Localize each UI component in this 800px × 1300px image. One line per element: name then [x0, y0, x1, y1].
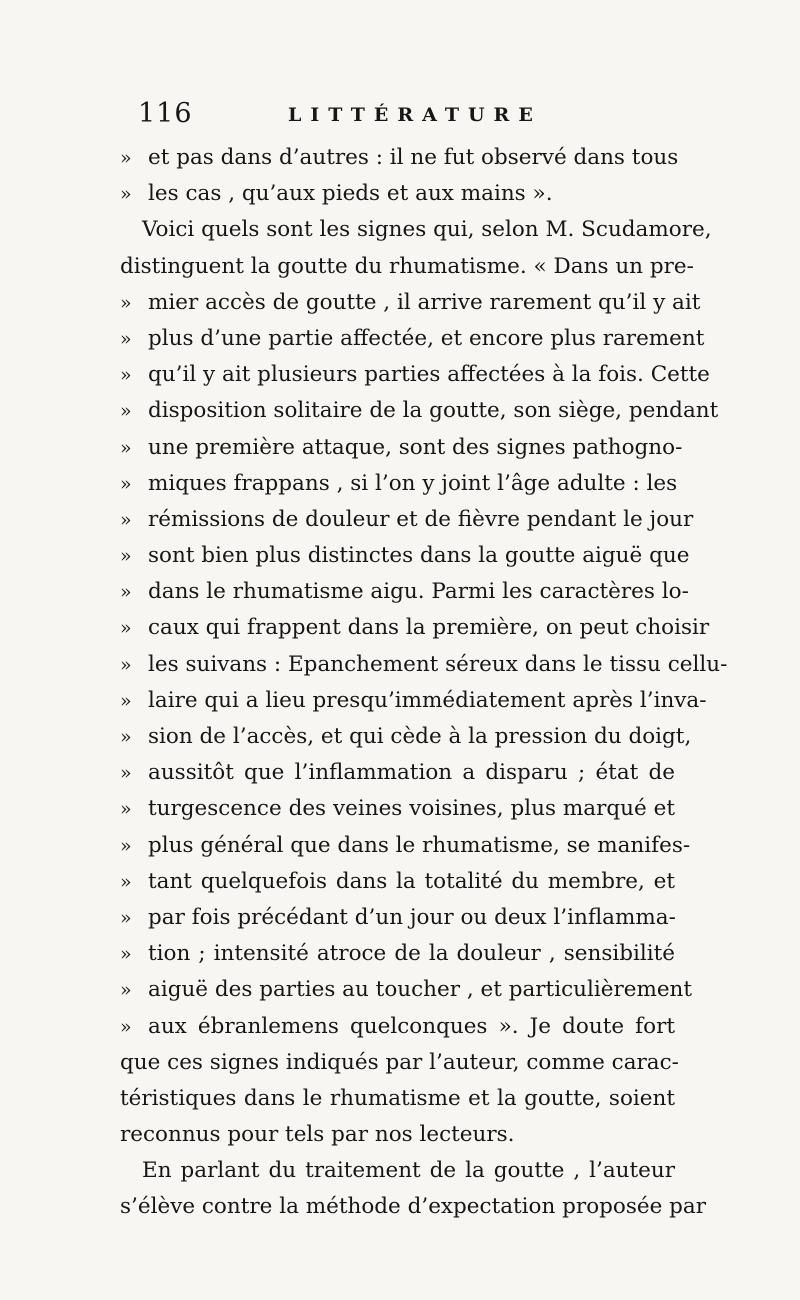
- text-line: [120, 1153, 675, 1189]
- text-line: [120, 285, 701, 321]
- quote-mark: »: [120, 870, 132, 893]
- quote-mark: »: [120, 472, 132, 495]
- text-line: [120, 502, 694, 538]
- page-number: 116: [138, 98, 193, 129]
- line-text: dans le rhumatisme aigu. Parmi les caractères lo-: [148, 579, 689, 605]
- text-line: [120, 972, 693, 1008]
- quote-mark: »: [120, 581, 132, 604]
- text-line: [120, 249, 694, 285]
- text-line: [120, 1189, 707, 1225]
- text-line: [120, 321, 705, 357]
- line-text: turgescence des veines voisines, plus marqué et: [148, 796, 675, 822]
- line-text: s’élève contre la méthode d’expectation proposée par: [120, 1194, 707, 1220]
- quote-mark: »: [120, 762, 132, 785]
- line-text: une première attaque, sont des signes pathogno-: [148, 434, 683, 460]
- quote-mark: »: [120, 943, 132, 966]
- quote-mark: »: [120, 147, 132, 169]
- text-line: [120, 647, 728, 683]
- text-line: [120, 1117, 675, 1153]
- text-line: [120, 683, 707, 719]
- text-line: [120, 791, 675, 827]
- quote-mark: »: [120, 327, 132, 350]
- quote-mark: »: [120, 617, 132, 640]
- line-text: miques frappans , si l’on y joint l’âge adulte : les: [148, 470, 678, 496]
- text-line: [120, 140, 679, 176]
- line-text: laire qui a lieu presqu’immédiatement après l’inva-: [148, 687, 707, 713]
- text-line: [120, 828, 691, 864]
- text-line: [120, 1081, 675, 1117]
- line-text: plus d’une partie affectée, et encore plus rarement: [148, 325, 705, 351]
- line-text: les cas , qu’aux pieds et aux mains ».: [148, 181, 553, 207]
- text-line: [120, 357, 710, 393]
- line-text: Voici quels sont les signes qui, selon M. Scudamore,: [142, 217, 712, 243]
- quote-mark: »: [120, 1015, 132, 1038]
- text-line: [120, 936, 675, 972]
- text-line: [120, 610, 710, 646]
- quote-mark: »: [120, 291, 132, 314]
- line-text: aiguë des parties au toucher , et particulièrement: [148, 977, 693, 1003]
- text-line: [120, 393, 719, 429]
- quote-mark: »: [120, 689, 132, 712]
- text-line: [120, 212, 712, 248]
- running-head: LITTÉRATURE: [288, 104, 542, 126]
- line-text: distinguent la goutte du rhumatisme. « Dans un pre-: [120, 253, 694, 279]
- quote-mark: »: [120, 436, 132, 459]
- line-text: sion de l’accès, et qui cède à la pression du doigt,: [148, 724, 692, 749]
- line-text: sont bien plus distinctes dans la goutte aiguë que: [148, 543, 690, 569]
- text-line: [120, 755, 675, 791]
- text-line: [120, 176, 675, 212]
- line-text: téristiques dans le rhumatisme et la goutte, soient: [120, 1085, 675, 1111]
- body-text: [120, 140, 728, 1226]
- quote-mark: »: [120, 834, 132, 857]
- quote-mark: »: [120, 508, 132, 531]
- text-line: [120, 538, 690, 574]
- page-header: [138, 98, 678, 138]
- quote-mark: »: [120, 798, 132, 821]
- quote-mark: »: [120, 364, 132, 387]
- quote-mark: »: [120, 979, 132, 1002]
- quote-mark: »: [120, 400, 132, 423]
- line-text: caux qui frappent dans la première, on peut choisir: [148, 615, 710, 641]
- quote-mark: »: [120, 906, 132, 929]
- line-text: plus général que dans le rhumatisme, se manifes-: [148, 832, 691, 858]
- text-line: [120, 430, 683, 466]
- line-text: tant quelquefois dans la totalité du membre, et: [148, 868, 675, 894]
- text-line: [120, 1009, 675, 1045]
- quote-mark: »: [120, 653, 132, 676]
- line-text: et pas dans d’autres : il ne fut observé dans tous: [148, 145, 679, 170]
- text-line: [120, 900, 675, 936]
- line-text: En parlant du traitement de la goutte , l’auteur: [142, 1158, 675, 1184]
- line-text: tion ; intensité atroce de la douleur , sensibilité: [148, 941, 675, 967]
- line-text: qu’il y ait plusieurs parties affectées à la fois. Cette: [148, 362, 710, 388]
- text-line: [120, 574, 689, 610]
- line-text: que ces signes indiqués par l’auteur, comme carac-: [120, 1049, 679, 1075]
- text-line: [120, 719, 692, 755]
- line-text: disposition solitaire de la goutte, son siège, pendant: [148, 398, 719, 424]
- line-text: reconnus pour tels par nos lecteurs.: [120, 1122, 515, 1148]
- line-text: aux ébranlemens quelconques ». Je doute fort: [148, 1013, 675, 1039]
- quote-mark: »: [120, 545, 132, 568]
- line-text: par fois précédant d’un jour ou deux l’inflamma-: [148, 904, 676, 930]
- line-text: les suivans : Epanchement séreux dans le tissu cellu-: [148, 651, 728, 677]
- quote-mark: »: [120, 726, 132, 748]
- text-line: [120, 1045, 679, 1081]
- line-text: aussitôt que l’inflammation a disparu ; état de: [148, 760, 675, 786]
- text-line: [120, 864, 675, 900]
- line-text: rémissions de douleur et de fièvre pendant le jour: [148, 506, 694, 532]
- line-text: mier accès de goutte , il arrive rarement qu’il y ait: [148, 289, 701, 315]
- text-line: [120, 466, 678, 502]
- quote-mark: »: [120, 183, 132, 206]
